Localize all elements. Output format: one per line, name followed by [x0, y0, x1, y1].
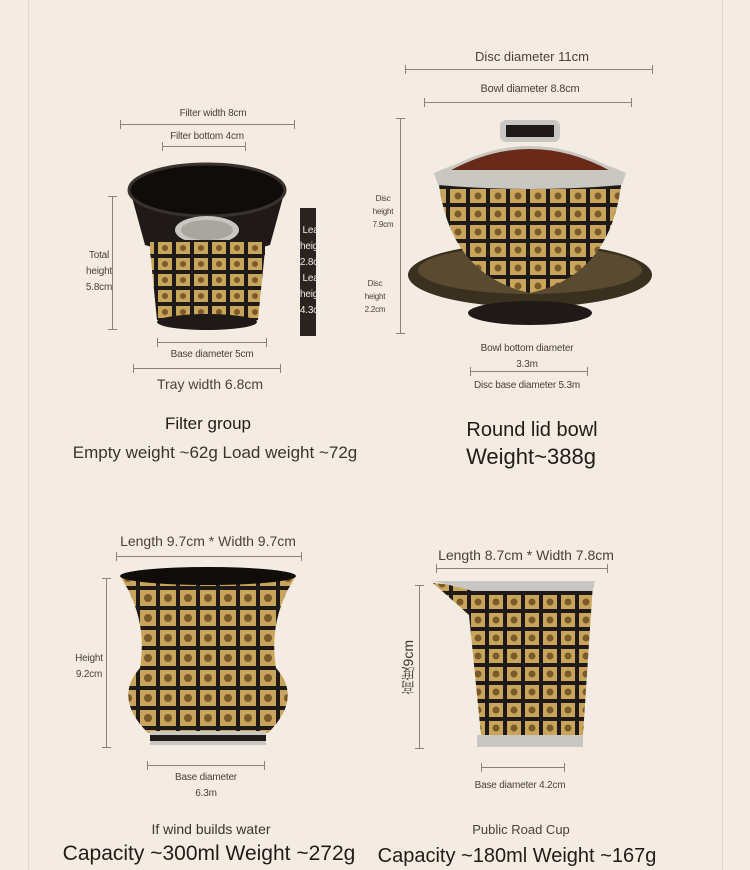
tray-width-label: Tray width 6.8cm [156, 376, 264, 392]
total-height-label: Total height 5.8cm [85, 250, 113, 293]
disc-diameter-dimension [405, 69, 653, 70]
wind-water-title: If wind builds water [151, 821, 271, 837]
total-height-dimension [112, 196, 113, 330]
wind-water-base-dimension [147, 765, 265, 766]
disc-base-diameter-dimension [470, 371, 588, 372]
wind-water-photo [118, 568, 298, 753]
disc-height-dimension [400, 118, 401, 334]
public-cup-size-label: Length 8.7cm * Width 7.8cm [438, 547, 614, 563]
leak-height-label-1: Leak height 2.8cm [299, 225, 327, 268]
round-lid-bowl-photo [408, 115, 653, 330]
filter-group-title: Filter group [165, 414, 251, 433]
public-cup-height-label: 高度9cm [400, 640, 416, 695]
filter-width-dimension [120, 124, 295, 125]
bowl-diameter-dimension [424, 102, 632, 103]
wind-water-size-dimension [116, 556, 302, 557]
public-cup-size-dimension [436, 568, 608, 569]
wind-water-size-label: Length 9.7cm * Width 9.7cm [120, 533, 296, 549]
left-frame-line [28, 0, 29, 870]
filter-bottom-label: Filter bottom 4cm [170, 131, 244, 142]
wind-water-height-dimension [106, 578, 107, 748]
filter-group-spec: Empty weight ~62g Load weight ~72g [72, 443, 358, 462]
base-diameter-dimension [157, 342, 267, 343]
public-cup-photo [433, 575, 595, 755]
disc-height-label: Disc height 7.9cm [372, 194, 394, 229]
tray-width-dimension [133, 368, 281, 369]
round-lid-bowl-title: Round lid bowl [466, 419, 598, 441]
filter-width-label: Filter width 8cm [179, 108, 247, 119]
filter-bottom-dimension [162, 146, 246, 147]
public-cup-spec: Capacity ~180ml Weight ~167g [377, 845, 657, 867]
public-cup-base-dimension [481, 767, 565, 768]
filter-group-photo [120, 160, 295, 340]
bowl-bottom-diameter-label: Bowl bottom diameter 3.3m [480, 343, 574, 370]
public-cup-title: Public Road Cup [472, 822, 570, 837]
wind-water-height-label: Height 9.2cm [75, 653, 103, 680]
leak-height-label-2: Leak height 4.3cm [299, 273, 327, 316]
public-cup-height-dimension [419, 585, 420, 749]
bowl-diameter-label: Bowl diameter 8.8cm [480, 83, 580, 95]
wind-water-base-label: Base diameter 6.3m [175, 772, 237, 799]
round-lid-bowl-spec: Weight~388g [466, 444, 596, 469]
disc-diameter-label: Disc diameter 11cm [475, 49, 589, 64]
public-cup-base-label: Base diameter 4.2cm [474, 780, 566, 791]
wind-water-spec: Capacity ~300ml Weight ~272g [62, 842, 356, 865]
right-frame-line [722, 0, 723, 870]
base-diameter-label: Base diameter 5cm [170, 349, 254, 360]
disc-height-label-2: Disc height 2.2cm [364, 279, 386, 314]
disc-base-diameter-label: Disc base diameter 5.3m [473, 380, 581, 391]
